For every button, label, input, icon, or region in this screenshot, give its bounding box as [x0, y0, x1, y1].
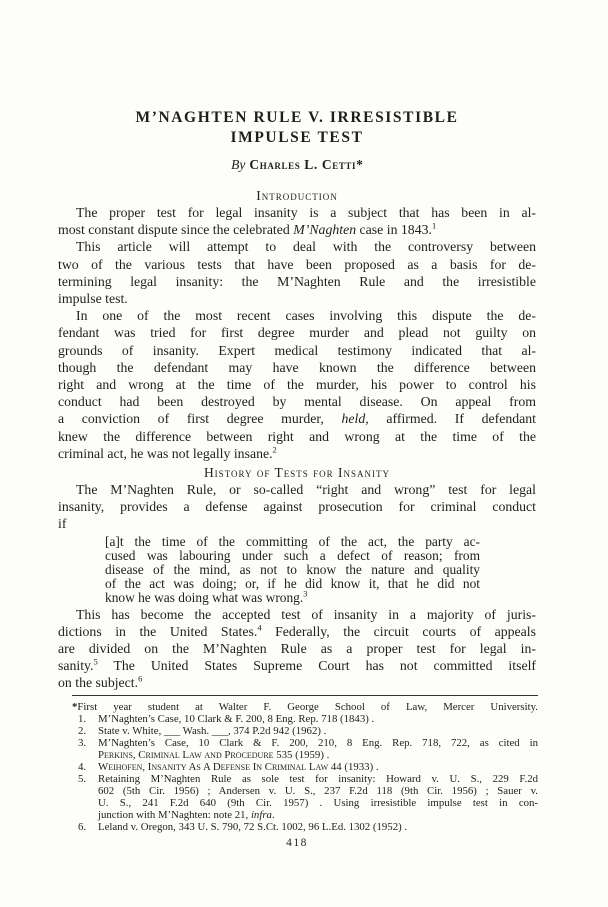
footnote-marker: * [72, 700, 78, 713]
paragraph-intro-2 [58, 238, 536, 307]
text-line: though the defendant may have known the difference between [58, 359, 536, 375]
footnotes-section [72, 695, 538, 833]
text-line: junction with M’Naghten: note 21, infra. [98, 808, 275, 821]
author-footnote-marker: * [356, 157, 363, 172]
text-line: a conviction of first degree murder, held, affirmed. If defendant [58, 411, 536, 427]
footnote [72, 821, 538, 833]
footnote-text [77, 701, 538, 713]
text-line: impulse test. [58, 291, 128, 307]
text-line: on the subject.$^6$ [58, 673, 143, 691]
text-line: M’Naghten’s Case, 10 Clark & F. 200, 210, 8 Eng. Rep. 718, 722, as cited in [98, 736, 538, 749]
paragraph-intro-1 [58, 204, 536, 238]
text-line: dictions in the United States.$^4$ Federally, the circuit courts of appeals [58, 622, 537, 639]
text-line: State v. White, ___ Wash. ___, 374 P.2d 942 (1962) . [98, 724, 327, 737]
text-line: [a]t the time of the committing of the act, the party ac- [105, 533, 480, 549]
footnote-text [98, 761, 538, 773]
article-title [58, 108, 536, 148]
paragraph-intro-3 [58, 307, 536, 462]
text-line: First year student at Walter F. George School of Law, Mercer University. [77, 700, 538, 713]
footnote-text [98, 725, 538, 737]
text-line: are divided on the M’Naghten Rule as a proper test for legal in- [58, 641, 536, 657]
author-name: Charles L. Cetti [249, 157, 357, 172]
text-line: two of the various tests that have been proposed as a basis for de- [58, 256, 536, 272]
text-line: The proper test for legal insanity is a subject that has been in al- [76, 205, 536, 220]
article-column [58, 108, 536, 849]
footnote-marker: 1. [78, 712, 87, 725]
paragraph-history-2 [58, 606, 536, 692]
text-line: This has become the accepted test of insanity in a majority of juris- [76, 606, 536, 622]
text-line: right and wrong at the time of the murder, his power to control his [58, 377, 536, 393]
text-line: termining legal insanity: the M’Naghten Rule and the irresistible [58, 273, 536, 289]
text-line: if [58, 516, 67, 532]
blockquote-mnaghten-rule [105, 535, 480, 606]
text-line: knew the difference between right and wrong at the time of the [58, 428, 536, 444]
footnote-marker: 4. [78, 760, 87, 773]
text-line: insanity, provides a defense against prosecution for criminal conduct [58, 499, 536, 515]
text-line: cused was labouring under such a defect of reason; from [105, 547, 480, 563]
text-line: know he was doing what was wrong.$^3$ [105, 589, 308, 606]
footnote-marker: 6. [78, 820, 87, 833]
text-line: In one of the most recent cases involving this dispute the de- [76, 308, 536, 324]
title-line-2: IMPULSE TEST [230, 129, 364, 146]
text-line: M’Naghten’s Case, 10 Clark & F. 200, 8 Eng. Rep. 718 (1843) . [98, 712, 375, 725]
footnote [72, 725, 538, 737]
text-line: 602 (5th Cir. 1956) ; Andersen v. U. S., 237 F.2d 118 (9th Cir. 1956) ; Sauer v. [98, 784, 538, 797]
text-line: criminal act, he was not legally insane.$^2$ [58, 444, 277, 461]
footnote [72, 773, 538, 821]
text-line: most constant dispute since the celebrated M’Naghten case in 1843.$^1$ [58, 220, 437, 238]
text-line: fendant was tried for first degree murder and plead not guilty on [58, 325, 536, 341]
paragraph-history-1 [58, 481, 536, 533]
footnote [72, 761, 538, 773]
footnote-marker: 5. [78, 772, 87, 785]
footnote-text [98, 737, 538, 761]
title-line-1: M’NAGHTEN RULE V. IRRESISTIBLE [135, 109, 459, 126]
footnote-text [98, 773, 538, 821]
byline-prefix: By [231, 157, 246, 172]
footnote-marker: 3. [78, 736, 87, 749]
text-line: of the act was doing; or, if he did know it, that he did not [105, 576, 480, 592]
page-number: 418 [286, 836, 308, 849]
text-line: conduct had been destroyed by mental disease. On appeal from [58, 394, 536, 410]
footnote-divider [72, 695, 538, 696]
footnote [72, 737, 538, 761]
text-line: disease of the mind, as not to know the nature and quality [105, 562, 480, 578]
text-line: This article will attempt to deal with the controversy between [76, 239, 536, 255]
footnote [72, 713, 538, 725]
footnote [72, 701, 538, 713]
section-heading-history: History of Tests for Insanity [203, 465, 391, 481]
byline [58, 157, 536, 173]
footnote-text [98, 821, 538, 833]
footnote-marker: 2. [78, 724, 87, 737]
footnote-text [98, 713, 538, 725]
text-line: Perkins, Criminal Law and Procedure 535 (1959) . [98, 748, 330, 761]
section-heading-introduction: Introduction [256, 188, 338, 203]
footnote-list [72, 701, 538, 833]
text-line: grounds of insanity. Expert medical testimony indicated that al- [58, 342, 536, 358]
text-line: Leland v. Oregon, 343 U. S. 790, 72 S.Ct. 1002, 96 L.Ed. 1302 (1952) . [98, 820, 408, 833]
text-line: The M’Naghten Rule, or so-called “right and wrong” test for legal [76, 482, 536, 498]
text-line: U. S., 241 F.2d 640 (9th Cir. 1957) . Using irresistible impulse test in con- [98, 796, 538, 809]
text-line: Weihofen, Insanity As A Defense In Criminal Law 44 (1933) . [98, 760, 379, 773]
text-line: Retaining M’Naghten Rule as sole test for insanity: Howard v. U. S., 229 F.2d [98, 772, 538, 785]
text-line: sanity.$^5$ The United States Supreme Court has not committed itself [58, 656, 536, 674]
